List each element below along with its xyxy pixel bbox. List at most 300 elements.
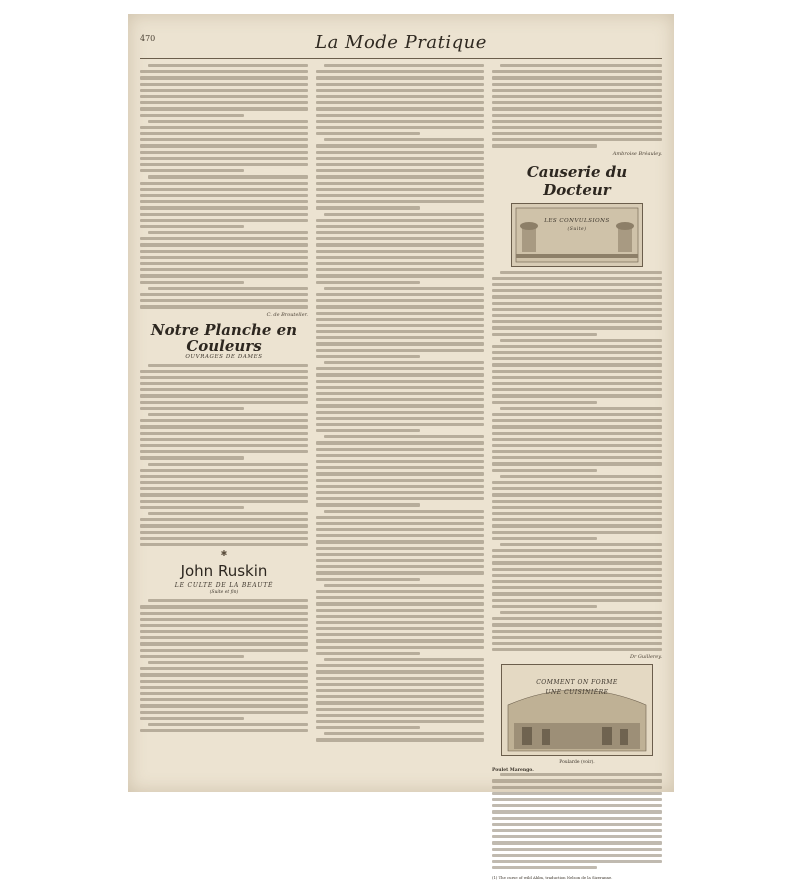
text-line [316,299,484,302]
text-line [316,683,484,686]
text-line [148,364,308,367]
text-line [316,609,484,612]
text-line [316,194,484,197]
text-line [492,549,662,552]
text-line [140,425,308,428]
text-line [140,686,308,689]
text-line [316,237,484,240]
text-line [316,349,484,352]
text-line [316,417,484,420]
text-line [316,380,484,383]
text-line [140,89,308,92]
text-line [140,157,308,160]
text-line [316,76,484,79]
text-line [140,182,308,185]
text-line [140,250,308,253]
text-line [140,70,308,73]
text-line [492,555,662,558]
text-line [316,101,484,104]
causerie-illustration [511,203,643,267]
text-line [492,636,662,639]
text-line [492,617,662,620]
text-line [148,512,308,515]
text-line [140,531,308,534]
text-line [492,860,662,863]
text-line [140,281,244,284]
cuisine-label-line-2: UNE CUISINIÈRE [545,689,609,697]
section-ornament: ✱ [220,549,228,559]
text-line [316,70,484,73]
text-line [316,565,484,568]
text-line [492,95,662,98]
text-line [140,370,308,373]
text-line [492,357,662,360]
article-3-subtitle: LE CULTE DE LA BEAUTÉ [174,582,274,590]
text-line [316,225,484,228]
text-line [492,841,662,844]
text-line [492,592,662,595]
text-line [140,493,308,496]
text-line [140,711,308,714]
text-line [140,506,244,509]
article-2-text [140,364,308,547]
text-line [492,413,662,416]
text-line [140,444,308,447]
text-line [148,661,308,664]
text-line [492,648,662,651]
text-line [492,623,662,626]
text-line [140,132,308,135]
footnote: (1) The curse of wild Ahlm, traduction Nelson de la Sizeranne. [492,875,613,880]
text-line [316,633,484,636]
text-line [316,318,484,321]
text-line [140,376,308,379]
text-line [492,456,662,459]
text-line [148,64,308,67]
column-3-intro-text [492,64,662,148]
text-line [492,792,662,795]
text-line [140,537,308,540]
text-line [140,256,308,259]
text-line [140,630,308,633]
text-line [316,200,484,203]
text-line [492,126,662,129]
text-line [492,351,662,354]
text-line [140,704,308,707]
causerie-text [492,271,662,652]
text-line [140,237,308,240]
text-line [492,866,597,869]
text-line [492,289,662,292]
text-line [316,120,484,123]
text-line [316,454,484,457]
text-line [492,283,662,286]
text-line [324,213,484,216]
text-line [316,188,484,191]
text-line [316,274,484,277]
text-line [316,336,484,339]
text-line [140,692,308,695]
text-line [148,120,308,123]
text-line [316,571,484,574]
text-line [316,503,420,506]
text-line [316,355,420,358]
text-line [316,423,484,426]
text-line [316,330,484,333]
text-line [316,144,484,147]
text-line [140,213,308,216]
text-line [324,435,484,438]
text-line [316,602,484,605]
text-line [492,370,662,373]
article-3-note: (Suite et fin) [209,590,239,596]
text-line [492,829,662,832]
text-line [140,95,308,98]
top-signature: Ambroise Bréauley. [612,150,662,157]
magazine-page [128,14,674,880]
text-line [140,225,244,228]
text-line [492,76,662,79]
text-line [316,664,484,667]
text-line [500,611,662,614]
text-line [492,326,662,329]
text-line [316,596,484,599]
text-line [316,367,484,370]
text-line [140,543,308,546]
text-line [492,561,662,564]
text-line [140,274,308,277]
text-line [316,151,484,154]
text-line [140,101,308,104]
text-line [492,835,662,838]
text-line [492,599,662,602]
text-line [140,649,308,652]
text-line [316,342,484,345]
text-line [492,394,662,397]
text-line [492,450,662,453]
text-line [500,339,662,342]
text-line [316,726,420,729]
article-3-title: John Ruskin [180,562,268,581]
text-line [492,630,662,633]
text-line [316,516,484,519]
text-line [492,382,662,385]
text-line [140,144,308,147]
text-line [492,848,662,851]
text-line [492,574,662,577]
text-line [140,624,308,627]
text-line [492,524,662,527]
text-line [140,618,308,621]
text-line [316,714,484,717]
text-line [492,107,662,110]
text-line [316,646,484,649]
text-line [316,206,420,209]
text-line [492,345,662,348]
text-line [316,243,484,246]
text-line [316,466,484,469]
text-line [316,559,484,562]
text-line [492,817,662,820]
text-line [324,361,484,364]
text-line [492,786,662,789]
text-line [492,462,662,465]
text-line [140,680,308,683]
text-line [140,126,308,129]
text-line [492,70,662,73]
text-line [140,268,308,271]
text-line [492,481,662,484]
text-line [500,773,662,776]
text-line [140,642,308,645]
article-2-subtitle: OUVRAGES DE DAMES [185,353,263,360]
text-line [316,472,484,475]
text-line [492,120,662,123]
text-line [316,281,420,284]
text-line [140,487,308,490]
text-line [492,810,662,813]
text-line [316,250,484,253]
text-line [316,392,484,395]
text-line [140,698,308,701]
text-line [492,401,597,404]
text-line [140,729,308,732]
text-line [140,481,308,484]
text-line [316,95,484,98]
text-line [492,83,662,86]
text-line [492,444,662,447]
text-line [148,723,308,726]
text-line [316,720,484,723]
text-line [316,627,484,630]
text-line [140,293,308,296]
text-line [492,132,662,135]
text-line [140,419,308,422]
text-line [500,543,662,546]
text-line [316,114,484,117]
text-line [316,305,484,308]
text-line [140,151,308,154]
text-line [316,639,484,642]
figure-caption: Poularde (voir). [559,760,595,766]
text-line [316,219,484,222]
text-line [316,89,484,92]
recipe-heading: Poulet Marengo. [492,768,534,774]
text-line [316,441,484,444]
text-line [492,518,662,521]
article-2-title: Notre Planche en Couleurs [150,320,298,355]
text-line [492,114,662,117]
text-line [316,175,484,178]
text-line [316,169,484,172]
cuisine-illustration [501,664,653,756]
text-line [140,83,308,86]
text-line [492,469,597,472]
text-line [316,689,484,692]
text-line [316,485,484,488]
text-line [316,429,420,432]
causerie-illustration-sub: (Suite) [567,226,587,232]
text-line [140,200,308,203]
text-line [140,163,308,166]
page-number: 470 [140,34,156,43]
text-line [492,138,662,141]
text-line [492,779,662,782]
text-line [140,524,308,527]
text-line [316,107,484,110]
text-line [324,510,484,513]
text-line [316,701,484,704]
text-line [500,64,662,67]
article-3-text [140,599,308,732]
text-line [140,667,308,670]
text-line [316,404,484,407]
text-line [324,658,484,661]
text-line [492,314,662,317]
text-line [492,605,597,608]
text-line [140,76,308,79]
text-line [492,376,662,379]
text-line [316,479,484,482]
text-line [492,823,662,826]
text-line [492,432,662,435]
text-line [492,363,662,366]
text-line [140,438,308,441]
column-2 [316,64,484,745]
text-line [492,586,662,589]
text-line [140,394,308,397]
text-line [316,738,484,741]
text-line [492,537,597,540]
text-line [316,411,484,414]
text-line [316,312,484,315]
article-3-continued-text [316,64,484,742]
page-header [128,14,674,54]
text-line [316,553,484,556]
text-line [316,615,484,618]
text-line [492,487,662,490]
text-line [316,163,484,166]
text-line [148,599,308,602]
text-line [148,463,308,466]
text-line [140,475,308,478]
text-line [316,670,484,673]
text-line [492,854,662,857]
text-line [316,695,484,698]
text-line [316,373,484,376]
text-line [316,677,484,680]
text-line [148,231,308,234]
text-line [140,407,244,410]
text-line [492,277,662,280]
text-line [316,262,484,265]
text-line [316,157,484,160]
article-1-text [140,64,308,309]
text-line [316,491,484,494]
text-line [500,475,662,478]
text-line [492,144,597,147]
text-line [140,518,308,521]
text-line [492,308,662,311]
recipe-text [492,773,662,869]
text-line [492,333,597,336]
magazine-title: La Mode Pratique [315,32,487,53]
text-line [316,621,484,624]
text-line [140,500,308,503]
text-line [492,493,662,496]
text-line [316,182,484,185]
text-line [492,101,662,104]
text-line [316,398,484,401]
text-line [492,438,662,441]
text-line [316,590,484,593]
text-line [324,287,484,290]
column-3 [492,64,662,880]
text-line [140,673,308,676]
text-line [140,219,308,222]
text-line [316,547,484,550]
text-line [140,388,308,391]
text-line [492,500,662,503]
text-line [140,636,308,639]
causerie-title: Causerie du Docteur [526,162,628,199]
text-line [316,448,484,451]
text-line [316,386,484,389]
text-line [316,132,420,135]
text-line [492,320,662,323]
text-line [492,804,662,807]
text-line [140,456,244,459]
text-line [316,497,484,500]
text-line [316,293,484,296]
text-line [492,419,662,422]
text-line [316,460,484,463]
text-line [140,305,308,308]
text-line [140,114,244,117]
text-line [140,194,308,197]
text-line [140,717,244,720]
text-line [316,708,484,711]
text-line [316,652,420,655]
text-line [492,512,662,515]
text-line [492,531,662,534]
text-line [492,568,662,571]
author-signature: C. de Brouteller. [266,311,308,318]
text-line [492,295,662,298]
cuisine-label-line-1: COMMENT ON FORME [536,679,618,687]
text-line [492,388,662,391]
text-line [316,534,484,537]
text-line [316,522,484,525]
text-line [148,175,308,178]
text-line [500,407,662,410]
text-line [316,268,484,271]
text-line [140,612,308,615]
text-line [492,580,662,583]
text-line [140,262,308,265]
pharmacy-jars-illustration [512,204,642,266]
column-1 [140,64,308,735]
text-line [140,138,308,141]
text-line [492,506,662,509]
text-line [316,231,484,234]
text-line [140,401,308,404]
text-line [140,243,308,246]
text-line [140,469,308,472]
text-line [316,324,484,327]
text-line [316,256,484,259]
text-line [140,605,308,608]
